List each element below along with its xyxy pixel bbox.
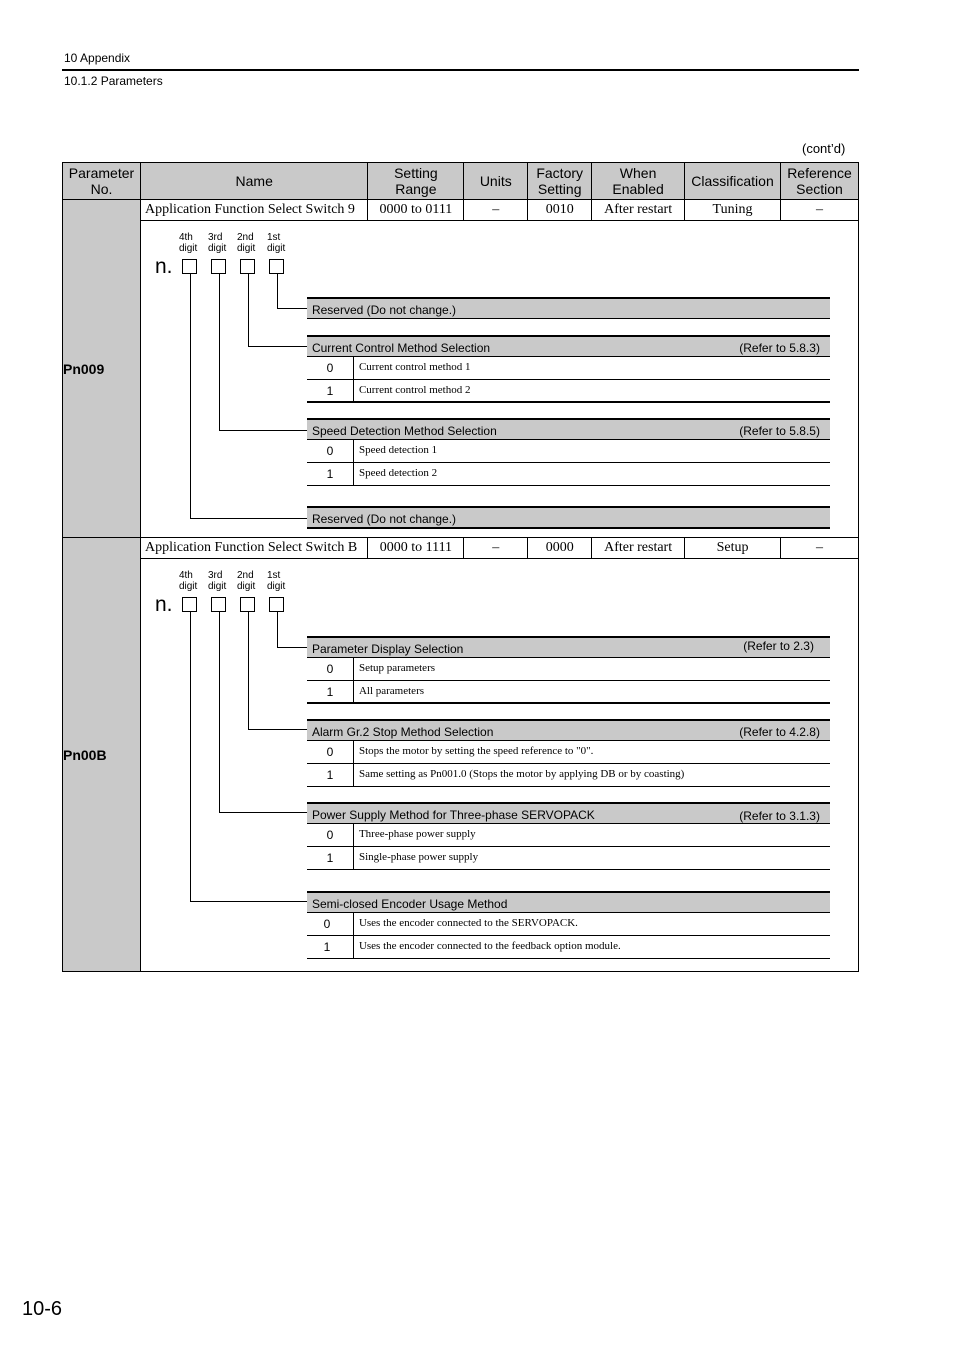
- table-header-row: [63, 163, 859, 200]
- option-value: 1: [326, 685, 334, 699]
- digit-label: 2nd digit: [236, 570, 256, 592]
- option-group-header: [307, 891, 830, 913]
- connector-line: [190, 612, 191, 901]
- option-group-header: [307, 636, 830, 658]
- connector-line: [219, 274, 220, 430]
- digit-label: 3rd digit: [207, 570, 227, 592]
- option-description: Speed detection 1: [358, 444, 438, 456]
- group-reference: (Refer to 4.2.8): [739, 725, 820, 739]
- param-number: Pn00B: [63, 538, 141, 972]
- param-name: Application Function Select Switch 9: [140, 200, 368, 221]
- group-title: Current Control Method Selection: [311, 341, 491, 355]
- group-title: Parameter Display Selection: [311, 642, 464, 656]
- connector-line: [248, 612, 249, 729]
- option-group-header: [307, 719, 830, 741]
- col-header: Name: [140, 163, 368, 200]
- connector-line: [248, 274, 249, 346]
- option-description: Uses the encoder connected to the feedback option module.: [358, 940, 621, 952]
- col-header: Factory Setting: [528, 163, 592, 200]
- col-header: Reference Section: [780, 163, 858, 200]
- units: –: [464, 200, 528, 221]
- classification: Tuning: [685, 200, 781, 221]
- digit-label: 3rd digit: [207, 232, 227, 254]
- parameter-table: [62, 162, 859, 972]
- option-description: Speed detection 2: [358, 467, 438, 479]
- chapter-header: 10 Appendix: [64, 51, 131, 65]
- col-header: Classification: [685, 163, 781, 200]
- group-title: Reserved (Do not change.): [311, 303, 457, 317]
- connector-line: [277, 647, 307, 648]
- digit-box: [269, 259, 284, 274]
- option-row: [307, 681, 830, 704]
- option-description: All parameters: [358, 685, 425, 697]
- option-value: 1: [326, 467, 334, 481]
- option-row: [307, 824, 830, 847]
- option-description: Same setting as Pn001.0 (Stops the motor by applying DB or by coasting): [358, 768, 685, 780]
- option-description: Uses the encoder connected to the SERVOPACK.: [358, 917, 578, 929]
- option-row: [307, 741, 830, 764]
- option-row: [307, 357, 830, 380]
- when-enabled: After restart: [592, 200, 685, 221]
- connector-line: [190, 901, 307, 902]
- group-reference: (Refer to 2.3): [743, 639, 814, 653]
- option-description: Single-phase power supply: [358, 851, 479, 863]
- option-value: 0: [326, 444, 334, 458]
- digit-box: [240, 259, 255, 274]
- header-rule: [62, 69, 859, 71]
- digit-label: 2nd digit: [236, 232, 256, 254]
- option-description: Setup parameters: [358, 662, 436, 674]
- option-group-header: [307, 802, 830, 824]
- digit-diagram: [140, 221, 858, 538]
- col-header: Setting Range: [368, 163, 464, 200]
- option-row: [307, 463, 830, 486]
- digit-box: [182, 259, 197, 274]
- when-enabled: After restart: [592, 538, 685, 559]
- connector-line: [248, 729, 307, 730]
- digit-box: [182, 597, 197, 612]
- option-value: 0: [323, 917, 331, 931]
- param-name: Application Function Select Switch B: [140, 538, 368, 559]
- option-row: [307, 847, 830, 870]
- group-title: Power Supply Method for Three-phase SERVOPACK: [311, 808, 595, 822]
- digit-diagram: [140, 559, 858, 972]
- reference-section: –: [780, 200, 858, 221]
- option-row: [307, 936, 830, 959]
- option-description: Stops the motor by setting the speed reference to "0".: [358, 745, 594, 757]
- option-group-header: [307, 418, 830, 440]
- setting-range: 0000 to 1111: [368, 538, 464, 559]
- diagram-row: [63, 559, 859, 972]
- section-header: 10.1.2 Parameters: [64, 74, 163, 88]
- option-row: [307, 764, 830, 787]
- group-reference: (Refer to 3.1.3): [739, 809, 820, 823]
- option-row: [307, 658, 830, 681]
- digit-box: [240, 597, 255, 612]
- factory-setting: 0010: [528, 200, 592, 221]
- diagram-row: [63, 221, 859, 538]
- option-value: 0: [326, 745, 334, 759]
- option-description: Three-phase power supply: [358, 828, 476, 840]
- group-title: Speed Detection Method Selection: [311, 424, 497, 438]
- group-title: Reserved (Do not change.): [311, 512, 457, 526]
- option-value: 0: [326, 828, 334, 842]
- option-value: 1: [326, 384, 334, 398]
- factory-setting: 0000: [528, 538, 592, 559]
- contd-label: (cont’d): [802, 141, 846, 156]
- setting-range: 0000 to 0111: [368, 200, 464, 221]
- col-header: When Enabled: [592, 163, 685, 200]
- n-prefix: n.: [154, 593, 173, 616]
- digit-label: 4th digit: [178, 232, 198, 254]
- option-row: [307, 380, 830, 403]
- group-reference: (Refer to 5.8.3): [739, 341, 820, 355]
- digit-box: [269, 597, 284, 612]
- table-row: [63, 538, 859, 559]
- n-prefix: n.: [154, 255, 173, 278]
- connector-line: [219, 812, 307, 813]
- option-row: [307, 440, 830, 463]
- connector-line: [190, 518, 307, 519]
- option-value: 0: [326, 662, 334, 676]
- digit-label: 4th digit: [178, 570, 198, 592]
- option-description: Current control method 2: [358, 384, 471, 396]
- connector-line: [219, 430, 307, 431]
- col-header: Units: [464, 163, 528, 200]
- connector-line: [219, 612, 220, 812]
- digit-box: [211, 259, 226, 274]
- table-row: [63, 200, 859, 221]
- connector-line: [277, 274, 278, 308]
- connector-line: [190, 274, 191, 518]
- page-number: 10-6: [22, 1298, 63, 1320]
- option-value: 1: [326, 851, 334, 865]
- col-header: Parameter No.: [63, 163, 141, 200]
- classification: Setup: [685, 538, 781, 559]
- reference-section: –: [780, 538, 858, 559]
- units: –: [464, 538, 528, 559]
- digit-label: 1st digit: [266, 232, 286, 254]
- option-group-header: [307, 335, 830, 357]
- group-title: Alarm Gr.2 Stop Method Selection: [311, 725, 494, 739]
- group-title: Semi-closed Encoder Usage Method: [311, 897, 508, 911]
- connector-line: [277, 612, 278, 647]
- param-number: Pn009: [63, 200, 141, 538]
- digit-label: 1st digit: [266, 570, 286, 592]
- option-value: 1: [323, 940, 331, 954]
- option-description: Current control method 1: [358, 361, 471, 373]
- option-value: 1: [326, 768, 334, 782]
- connector-line: [248, 346, 307, 347]
- option-value: 0: [326, 361, 334, 375]
- option-group-header: [307, 506, 830, 529]
- digit-box: [211, 597, 226, 612]
- connector-line: [277, 308, 307, 309]
- option-group-header: [307, 297, 830, 319]
- group-reference: (Refer to 5.8.5): [739, 424, 820, 438]
- option-row: [307, 913, 830, 936]
